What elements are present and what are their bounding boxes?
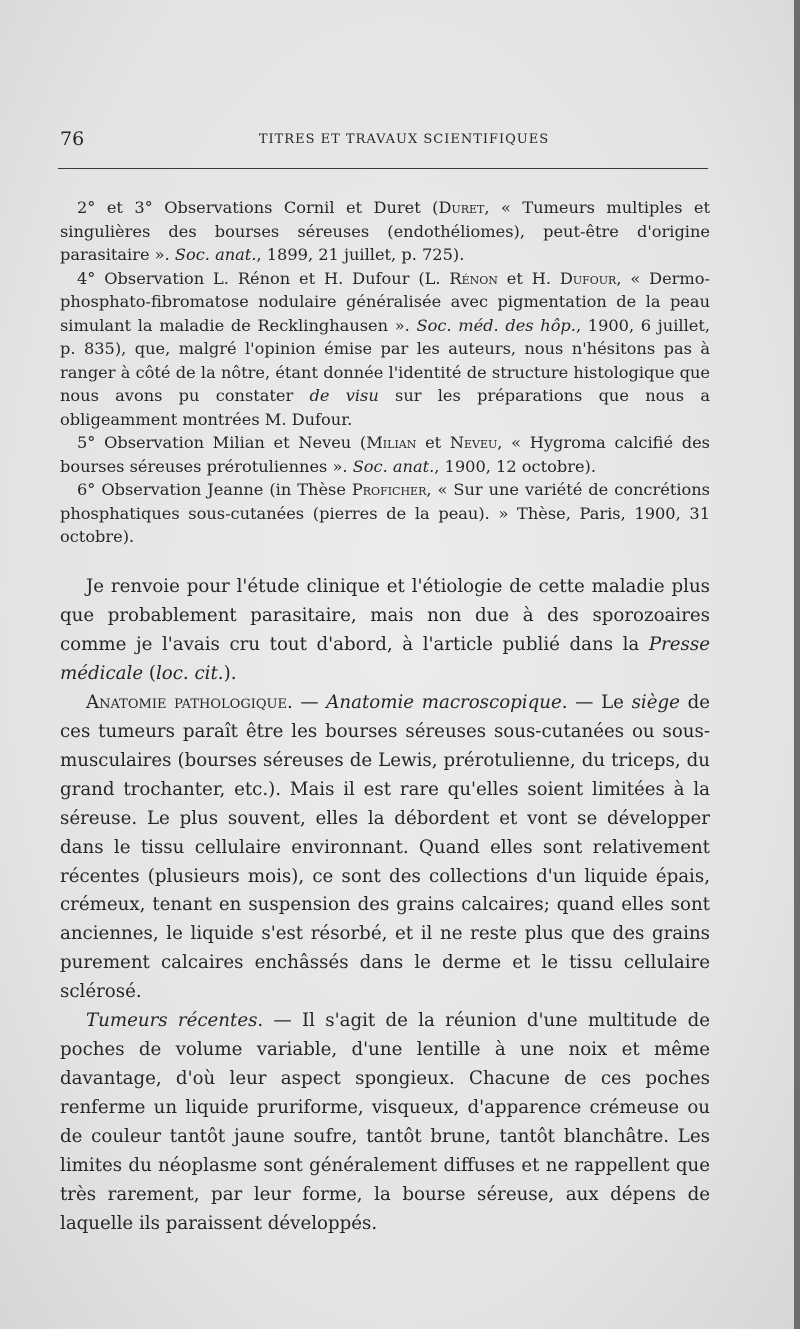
author-name: Milian: [366, 433, 417, 452]
author-name: Rénon: [449, 268, 498, 288]
observation-item: 5° Observation Milian et Neveu (Milian et Neveu, « Hygroma calcifié des bourses séreuses prérotuliennes ». Soc. anat., 1900, 12 octobre).: [60, 433, 710, 476]
author-name: Neveu: [449, 433, 498, 452]
paragraph-recent-tumors: Tumeurs récentes. — Il s'agit de la réunion d'une multitude de poches de volume variable, d'une lentille à une noix et même davantage, d'où leur aspect spongieux. Chacune de ces poches renferme un liquide pruriforme, visqueux, d'apparence crémeuse ou de couleur tantôt jaune soufre, tantôt brune, tantôt blanchâtre. Les limites du néoplasme sont généralement diffuses et ne rappellent que très rarement, par leur forme, la bourse séreuse, aux dépens de laquelle ils paraissent développés.: [60, 1010, 710, 1234]
latin-phrase: loc. cit.: [155, 662, 224, 684]
scan-edge: [794, 0, 800, 1329]
author-name: Proficher: [351, 480, 427, 499]
observation-item: 2° et 3° Observations Cornil et Duret (Duret, « Tumeurs multiples et singulières des bourses séreuses (endothéliomes), peut-être d'origine parasitaire ». Soc. anat., 1899, 21 juillet, p. 725).: [60, 198, 710, 264]
journal-name: Presse médicale: [60, 633, 710, 684]
journal-name: Soc. anat.: [352, 456, 435, 476]
subsection-heading: Tumeurs récentes: [86, 1010, 258, 1032]
author-name: Duret: [438, 198, 485, 217]
latin-phrase: de visu: [309, 386, 379, 405]
page-header: [60, 128, 708, 158]
page-number: 76: [60, 128, 85, 150]
journal-name: Soc. anat.: [174, 245, 257, 264]
emphasis-word: siège: [631, 691, 680, 713]
section-heading: Anatomie pathologique: [86, 691, 287, 713]
running-title: TITRES ET TRAVAUX SCIENTIFIQUES: [258, 132, 550, 147]
body-text: [60, 573, 710, 1239]
observation-item: 4° Observation L. Rénon et H. Dufour (L. Rénon et H. Dufour, « Dermo-phosphato-fibromatose nodulaire généralisée avec pigmentation de la peau simulant la maladie de Recklinghausen ». Soc. méd. des hôp., 1900, 6 juillet, p. 835), que, malgré l'opinion émise par les auteurs, nous n'hésitons pas à ranger à côté de la nôtre, étant donnée l'identité de structure histologique que nous avons pu constater de visu sur les préparations que nous a obligeamment montrées M. Dufour.: [60, 268, 711, 429]
observation-item: 6° Observation Jeanne (in Thèse Proficher, « Sur une variété de concrétions phosphatiques sous-cutanées (pierres de la peau). » Thèse, Paris, 1900, 31 octobre).: [60, 480, 710, 546]
subsection-heading: Anatomie macroscopique: [326, 691, 562, 713]
author-name: Dufour: [559, 268, 617, 288]
paragraph-intro: Je renvoie pour l'étude clinique et l'étiologie de cette maladie plus que probablement parasitaire, mais non due à des sporozoaires comme je l'avais cru tout d'abord, à l'article publié dans la Presse médicale (loc. cit.).: [60, 576, 710, 684]
paragraph-anatomy: Anatomie pathologique. — Anatomie macroscopique. — Le siège de ces tumeurs paraît être les bourses séreuses sous-cutanées ou sous-musculaires (bourses séreuses de Lewis, prérotulienne, du triceps, du grand trochanter, etc.). Mais il est rare qu'elles soient limitées à la séreuse. Le plus souvent, elles la débordent et vont se développer dans le tissu cellulaire environnant. Quand elles sont relativement récentes (plusieurs mois), ce sont des collections d'un liquide épais, crémeux, tenant en suspension des grains calcaires; quand elles sont anciennes, le liquide s'est résorbé, et il ne reste plus que des grains purement calcaires enchâssés dans le derme et le tissu cellulaire sclérosé.: [60, 691, 711, 1003]
journal-name: Soc. méd. des hôp.: [416, 315, 576, 335]
header-rule: [58, 168, 708, 169]
observations-list: [60, 196, 710, 549]
